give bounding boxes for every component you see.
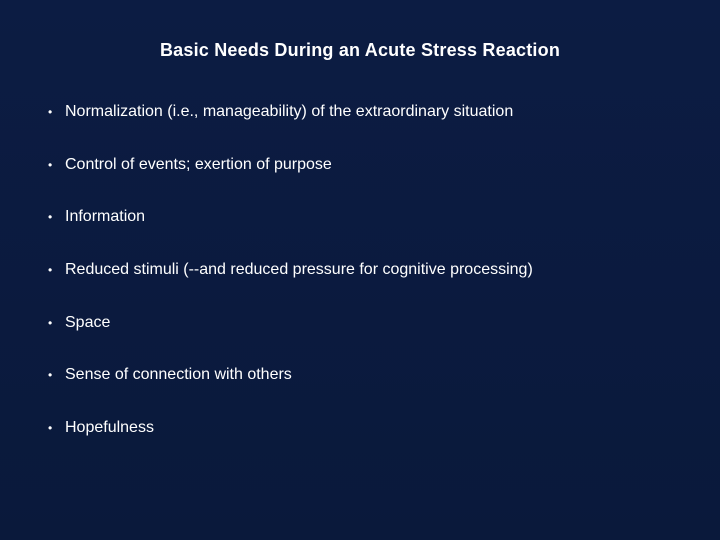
bullet-text: Reduced stimuli (--and reduced pressure for cognitive processing) — [65, 261, 533, 279]
bullet-text: Information — [65, 208, 146, 226]
bullet-icon: • — [48, 157, 53, 172]
bullet-icon: • — [48, 263, 53, 278]
bullet-icon: • — [48, 105, 53, 120]
bullet-item — [48, 244, 688, 297]
bullet-text: Hopefulness — [65, 418, 154, 436]
bullet-icon: • — [48, 420, 53, 435]
bullet-text: Space — [65, 313, 111, 331]
bullet-icon: • — [48, 368, 53, 383]
bullet-icon: • — [48, 315, 53, 330]
bullet-item — [48, 402, 688, 455]
bullet-text: Sense of connection with others — [65, 366, 292, 384]
slide-title: Basic Needs During an Acute Stress Reaction — [159, 40, 561, 60]
bullet-text: Control of events; exertion of purpose — [65, 155, 332, 173]
bullet-item — [48, 86, 688, 139]
bullet-item — [48, 191, 688, 244]
bullet-item — [48, 139, 688, 192]
bullet-item — [48, 349, 688, 402]
bullet-text: Normalization (i.e., manageability) of the extraordinary situation — [65, 103, 514, 121]
bullet-item — [48, 296, 688, 349]
bullet-icon: • — [48, 210, 53, 225]
bullet-list — [48, 86, 688, 454]
